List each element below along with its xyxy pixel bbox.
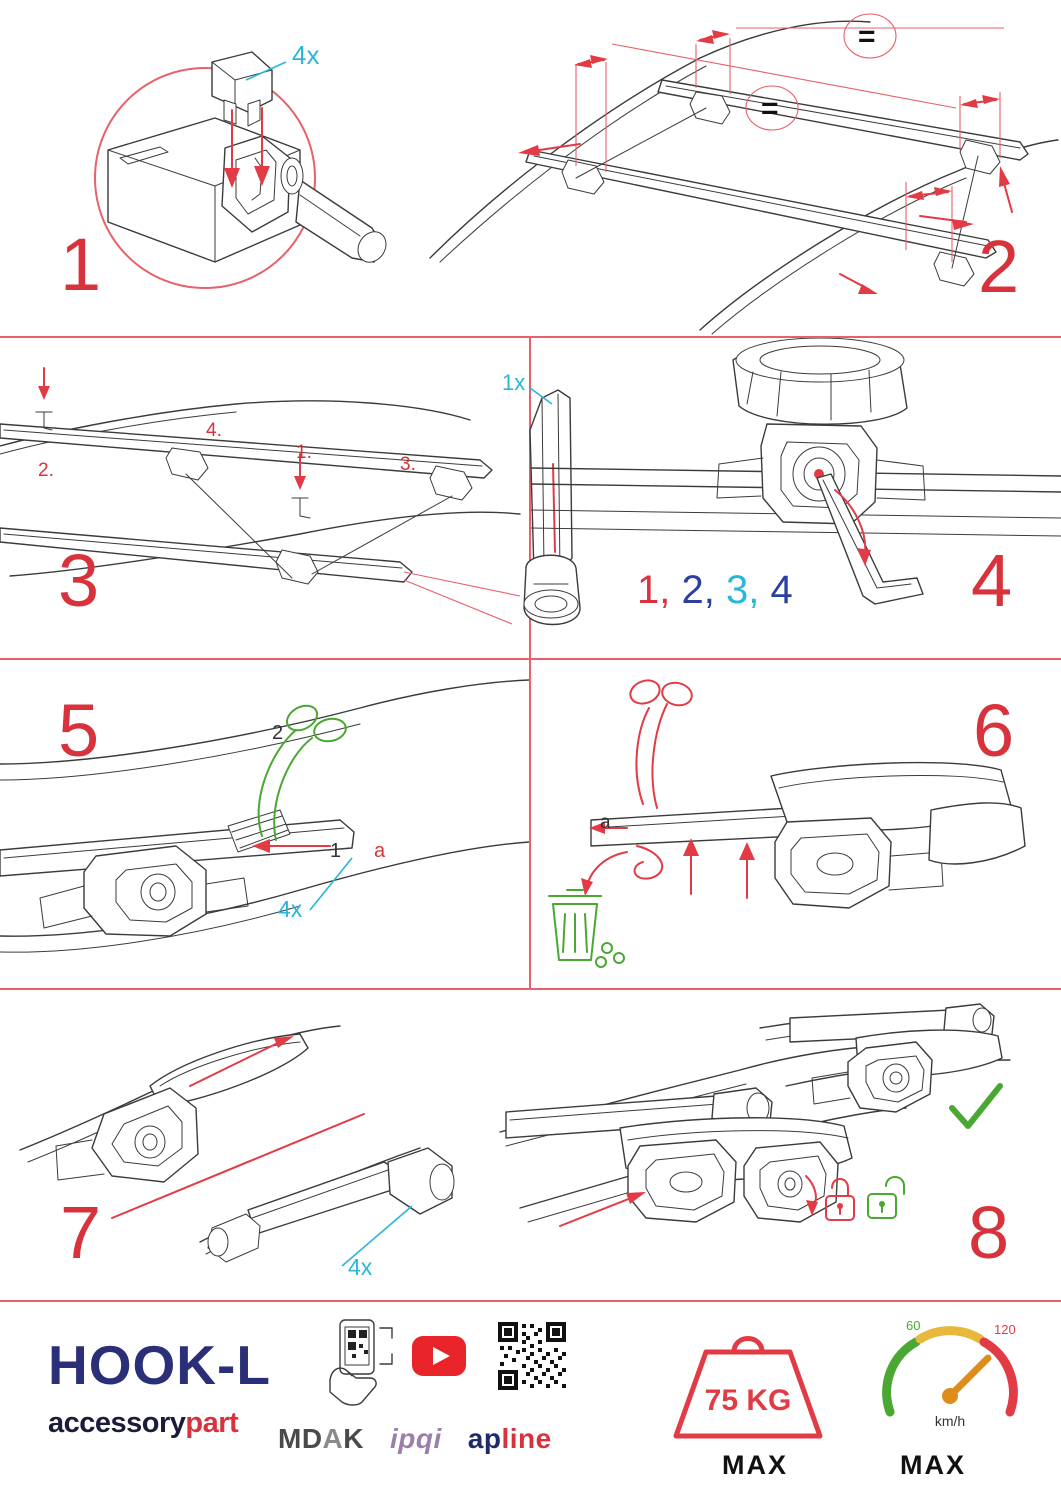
weight-icon [668,1324,828,1442]
svg-text:120: 120 [994,1322,1016,1337]
step-3-order-4: 4. [206,420,222,441]
step-5-label-a: a [374,840,386,862]
step-5-order-1: 1 [330,840,342,862]
brand-subtitle-part: part [185,1407,239,1439]
weight-max-label: MAX [722,1450,788,1480]
step-5-quantity-label: 4x [278,896,303,922]
step-5-panel [0,660,529,988]
step-1-panel [0,0,400,336]
step-6-label-a: a [600,812,611,833]
step-7-8-panel [0,990,1061,1300]
brand-subtitle-accessory: accessory [48,1407,186,1439]
step-3-order-3: 3. [400,454,416,475]
speed-max-label: MAX [900,1450,966,1480]
partner-apline: apline [467,1423,552,1454]
qr-code-icon[interactable] [496,1320,568,1392]
speedometer-icon [876,1314,1026,1442]
step-1-quantity-label: 4x [292,40,320,70]
svg-text:60: 60 [906,1318,921,1333]
equal-sign-2: = [761,92,779,125]
step-3-order-2: 2. [38,460,54,481]
brand-block [48,1334,271,1440]
footer [0,1300,1061,1500]
step-4-panel [531,338,1061,658]
qr-scan-phone-icon [318,1318,398,1408]
step-7-8-illustration [0,990,1061,1300]
partner-mdak: MDAK [278,1423,365,1454]
brand-title: HOOK-L [48,1334,271,1396]
svg-text:km/h: km/h [934,1413,966,1429]
step-5-order-2: 2 [272,722,284,744]
seq-3: 3, [725,568,760,612]
step-2-panel [400,0,1061,336]
step-5-number: 5 [58,689,98,772]
step-3-number: 3 [58,539,98,622]
step-6-number: 6 [973,689,1013,772]
seq-2: 2, [681,568,715,612]
seq-1: 1, [637,568,671,612]
step-3-quantity-label: 1x [502,370,526,395]
svg-text:75 KG: 75 KG [704,1384,792,1417]
step-7-number: 7 [60,1191,100,1274]
seq-4: 4 [770,568,793,612]
youtube-icon[interactable] [412,1336,466,1376]
step-8-number: 8 [968,1191,1008,1274]
step-2-illustration [400,0,1061,336]
step-7-quantity-label: 4x [348,1254,373,1280]
equal-sign-1: = [858,20,876,53]
partner-logos [278,1423,552,1455]
step-3-order-1: 1. [296,442,312,463]
step-2-number: 2 [978,225,1018,308]
brand-subtitle [48,1407,271,1440]
step-4-number: 4 [971,539,1011,622]
step-1-number: 1 [60,223,100,306]
partner-ipqi: ipqi [390,1423,442,1454]
step-4-sequence [637,568,793,613]
